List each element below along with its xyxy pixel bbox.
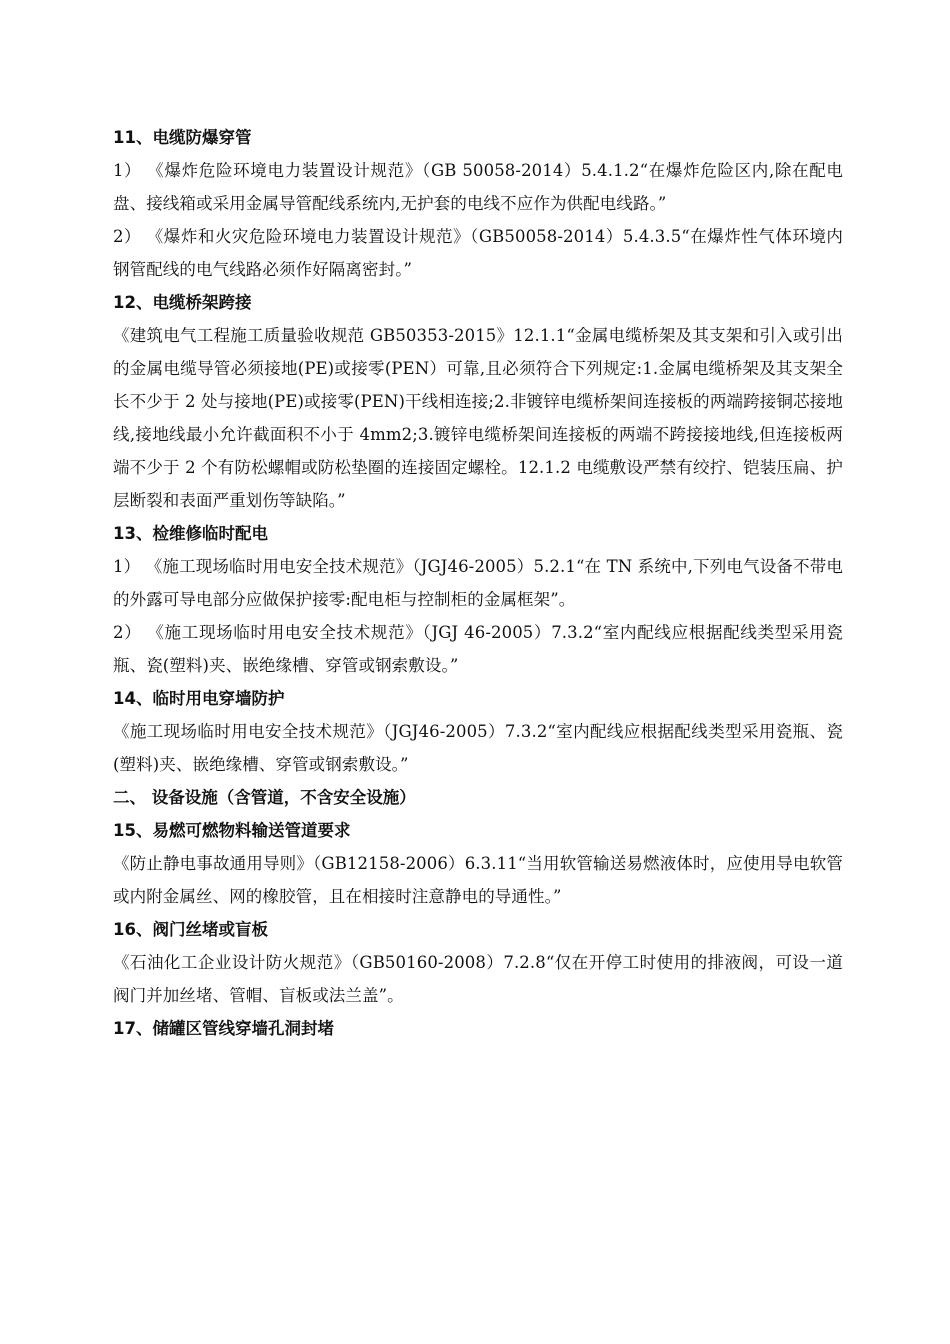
paragraph-12: 《建筑电气工程施工质量验收规范 GB50353-2015》12.1.1“金属电缆桥架及其支架和引入或引出的金属电缆导管必须接地(PE)或接零(PEN）可靠,且必须符合下列规定:1.金属电缆桥架及其支架全长不少于 2 处与接地(PE)或接零(PEN)干线相连接;2.非镀锌电缆桥架间连接板的两端跨接铜芯接地线,接地线最小允许截面积不小于 4mm2;3.镀锌电缆桥架间连接板的两端不跨接接地线,但连接板两端不少于 2 个有防松螺帽或防松垫圈的连接固定螺栓。12.1.2 电缆敷设严禁有绞拧、铠装压扁、护层断裂和表面严重划伤等缺陷。” xyxy=(113,326,843,510)
paragraph-13-1: 1） 《施工现场临时用电安全技术规范》（JGJ46-2005）5.2.1“在 TN 系统中,下列电气设备不带电的外露可导电部分应做保护接零:配电柜与控制柜的金属框架”。 xyxy=(113,557,843,609)
paragraph-13-2: 2） 《施工现场临时用电安全技术规范》（JGJ 46-2005）7.3.2“室内配线应根据配线类型采用瓷瓶、瓷(塑料)夹、嵌绝缘槽、穿管或钢索敷设。” xyxy=(113,623,843,675)
paragraph-16: 《石油化工企业设计防火规范》（GB50160-2008）7.2.8“仅在开停工时使用的排液阀，可设一道阀门并加丝堵、管帽、盲板或法兰盖”。 xyxy=(113,953,843,1005)
section-heading-11: 11、电缆防爆穿管 xyxy=(113,128,252,147)
section-heading-12: 12、电缆桥架跨接 xyxy=(113,293,252,312)
document-page xyxy=(113,121,843,1045)
paragraph-11-2: 2） 《爆炸和火灾危险环境电力装置设计规范》（GB50058-2014）5.4.3.5“在爆炸性气体环境内钢管配线的电气线路必须作好隔离密封。” xyxy=(113,227,843,279)
chapter-heading-2: 二、 设备设施（含管道，不含安全设施） xyxy=(113,788,416,807)
section-heading-17: 17、储罐区管线穿墙孔洞封堵 xyxy=(113,1019,334,1038)
section-heading-14: 14、临时用电穿墙防护 xyxy=(113,689,285,708)
section-heading-16: 16、阀门丝堵或盲板 xyxy=(113,920,268,939)
paragraph-15: 《防止静电事故通用导则》（GB12158-2006）6.3.11“当用软管输送易燃液体时，应使用导电软管或内附金属丝、网的橡胶管，且在相接时注意静电的导通性。” xyxy=(113,854,843,906)
section-heading-15: 15、易燃可燃物料输送管道要求 xyxy=(113,821,351,840)
paragraph-14: 《施工现场临时用电安全技术规范》（JGJ46-2005）7.3.2“室内配线应根据配线类型采用瓷瓶、瓷(塑料)夹、嵌绝缘槽、穿管或钢索敷设。” xyxy=(113,722,843,774)
section-heading-13: 13、检维修临时配电 xyxy=(113,524,268,543)
paragraph-11-1: 1） 《爆炸危险环境电力装置设计规范》（GB 50058-2014）5.4.1.2“在爆炸危险区内,除在配电盘、接线箱或采用金属导管配线系统内,无护套的电线不应作为供配电线路。” xyxy=(113,161,843,213)
